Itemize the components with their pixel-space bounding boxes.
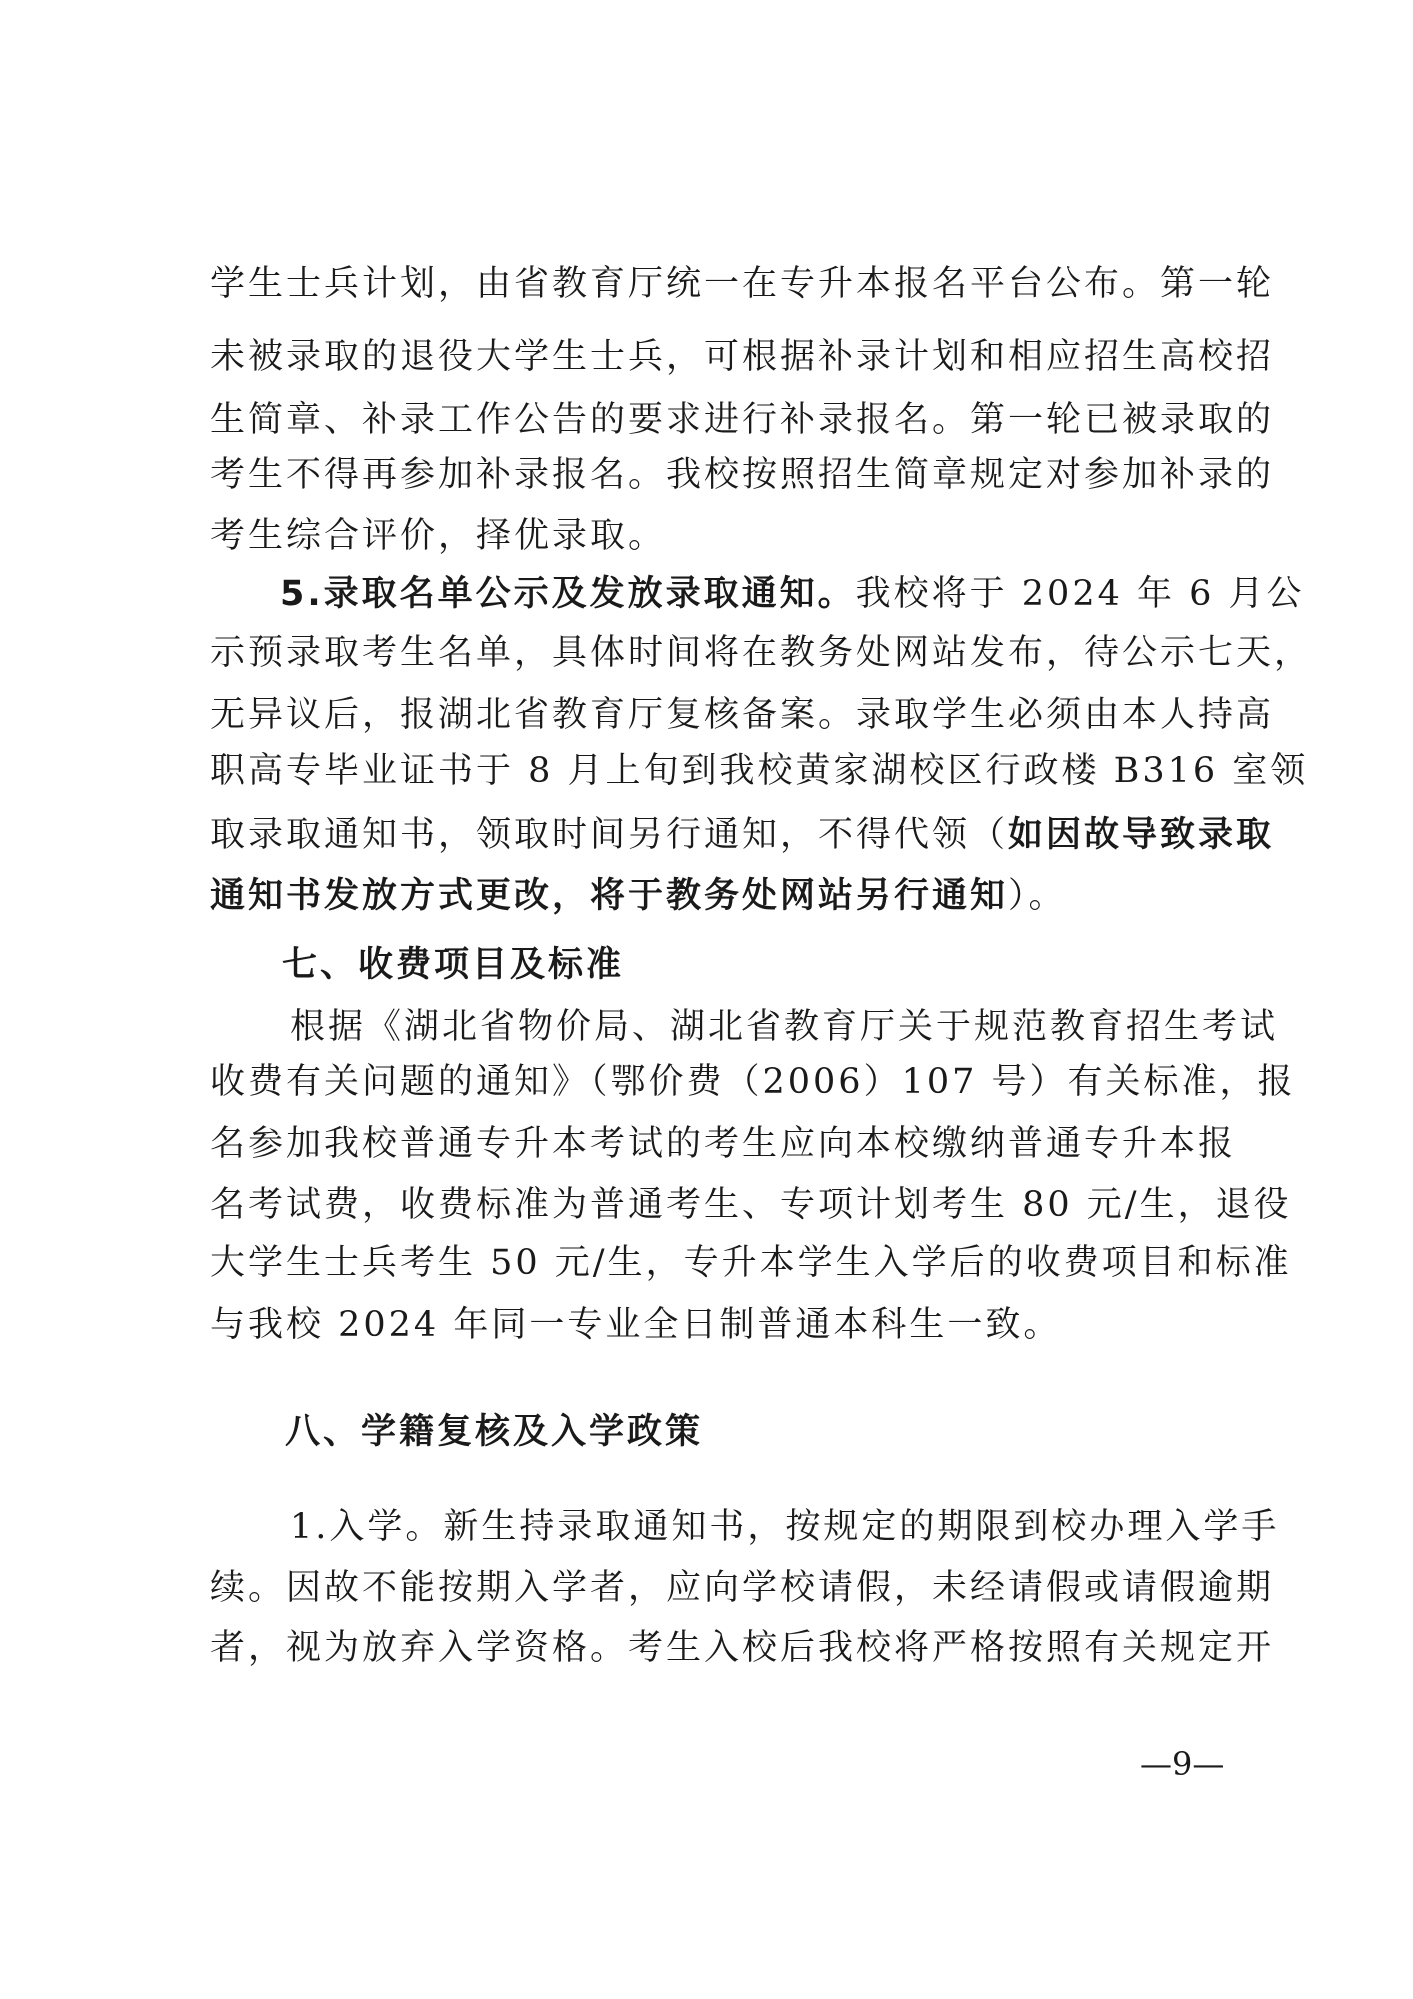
paragraph-line: 续。因故不能按期入学者，应向学校请假，未经请假或请假逾期 — [210, 1568, 1275, 1608]
page-number: —9— — [1140, 1745, 1225, 1783]
paragraph-line: 考生不得再参加补录报名。我校按照招生简章规定对参加补录的 — [210, 455, 1275, 495]
notice-bold-text: 如因故导致录取 — [1008, 815, 1275, 855]
notice-text: ）。 — [1008, 876, 1067, 916]
item-5-heading: 5.录取名单公示及发放录取通知。 — [280, 574, 856, 614]
paragraph-line: 学生士兵计划，由省教育厅统一在专升本报名平台公布。第一轮 — [210, 264, 1275, 304]
paragraph-line: 名考试费，收费标准为普通考生、专项计划考生 80 元/生，退役 — [210, 1185, 1292, 1225]
paragraph-line: 生简章、补录工作公告的要求进行补录报名。第一轮已被录取的 — [210, 400, 1275, 440]
paragraph-line: 无异议后，报湖北省教育厅复核备案。录取学生必须由本人持高 — [210, 695, 1275, 735]
section-heading: 七、收费项目及标准 — [282, 945, 625, 985]
paragraph-line: 名参加我校普通专升本考试的考生应向本校缴纳普通专升本报 — [210, 1124, 1237, 1164]
paragraph-line: 1.入学。新生持录取通知书，按规定的期限到校办理入学手 — [290, 1507, 1280, 1547]
paragraph-line: 根据《湖北省物价局、湖北省教育厅关于规范教育招生考试 — [290, 1007, 1279, 1047]
paragraph-line: 未被录取的退役大学生士兵，可根据补录计划和相应招生高校招 — [210, 337, 1275, 377]
paragraph-line: 职高专毕业证书于 8 月上旬到我校黄家湖校区行政楼 B316 室领 — [210, 751, 1309, 791]
notice-bold-text: 通知书发放方式更改，将于教务处网站另行通知 — [210, 876, 1009, 916]
paragraph-line: 考生综合评价，择优录取。 — [210, 516, 667, 556]
paragraph-line — [210, 808, 1275, 862]
paragraph-line: 收费有关问题的通知》（鄂价费（2006）107 号）有关标准，报 — [210, 1062, 1296, 1102]
paragraph-line: 与我校 2024 年同一专业全日制普通本科生一致。 — [210, 1305, 1062, 1345]
item-5-line — [280, 567, 1305, 621]
notice-text: 取录取通知书，领取时间另行通知，不得代领（ — [210, 815, 1009, 855]
paragraph-line: 大学生士兵考生 50 元/生，专升本学生入学后的收费项目和标准 — [210, 1243, 1292, 1283]
paragraph-line: 示预录取考生名单，具体时间将在教务处网站发布，待公示七天， — [210, 633, 1313, 673]
section-heading: 八、学籍复核及入学政策 — [285, 1412, 704, 1452]
paragraph-line — [210, 869, 1230, 923]
paragraph-line: 者，视为放弃入学资格。考生入校后我校将严格按照有关规定开 — [210, 1628, 1275, 1668]
item-5-text: 我校将于 2024 年 6 月公 — [855, 574, 1305, 614]
